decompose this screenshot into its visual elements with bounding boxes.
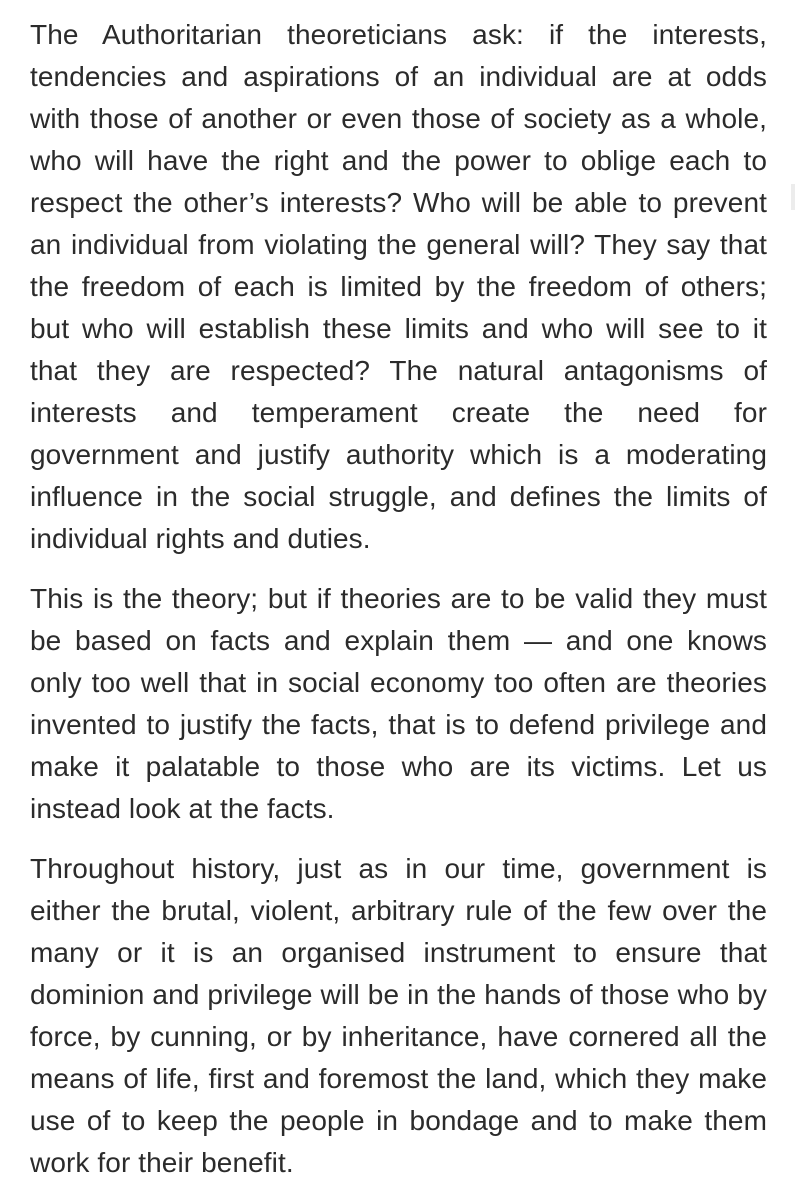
paragraph-3: Throughout history, just as in our time, government is either the brutal, violent, arbitrary rule of the few over the many or it is an organised instrument to ensure that dominion and privilege will be in the hands of those who by force, by cunning, or by inheritance, have cornered all the means of life, first and foremost the land, which they make use of to keep the people in bondage and to make them work for their benefit. bbox=[30, 853, 767, 1178]
paragraph-1: The Authoritarian theoreticians ask: if the interests, tendencies and aspirations of an individual are at odds with those of another or even those of society as a whole, who will have the right and the power to oblige each to respect the other’s interests? Who will be able to prevent an individual from violating the general will? They say that the freedom of each is limited by the freedom of others; but who will establish these limits and who will see to it that they are respected? The natural antagonisms of interests and temperament create the need for government and justify authority which is a moderating influence in the social struggle, and defines the limits of individual rights and duties. bbox=[30, 19, 767, 554]
article-body bbox=[30, 14, 767, 1202]
paragraph-2: This is the theory; but if theories are to be valid they must be based on facts and explain them — and one knows only too well that in social economy too often are theories invented to justify the facts, that is to defend privilege and make it palatable to those who are its victims. Let us instead look at the facts. bbox=[30, 583, 767, 824]
scroll-indicator bbox=[791, 184, 795, 210]
